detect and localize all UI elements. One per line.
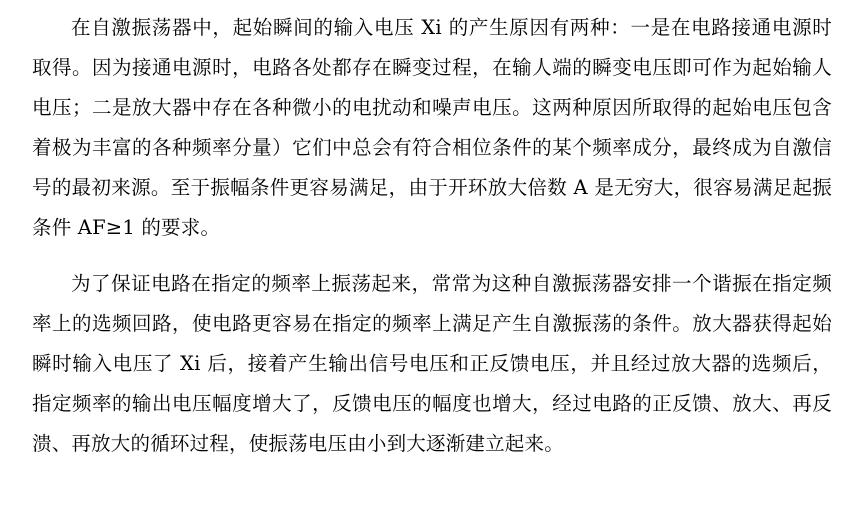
paragraph-1: 在自激振荡器中，起始瞬间的输入电压 Xi 的产生原因有两种：一是在电路接通电源时取得。因为接通电源时，电路各处都存在瞬变过程，在输人端的瞬变电压即可作为起始输人电压；二是放大器中存在各种微小的电扰动和噪声电压。这两种原因所取得的起始电压包含着极为丰富的各种频率分量）它们中总会有符合相位条件的某个频率成分，最终成为自激信号的最初来源。至于振幅条件更容易满足，由于开环放大倍数 A 是无穷大，很容易满足起振条件 AF≥1 的要求。 [32,16,832,239]
paragraph-2: 为了保证电路在指定的频率上振荡起来，常常为这种自激振荡器安排一个谐振在指定频率上的选频回路，使电路更容易在指定的频率上满足产生自激振荡的条件。放大器获得起始瞬时输入电压了 Xi 后，接着产生输出信号电压和正反馈电压，并且经过放大器的选频后，指定频率的输出电压幅度增大了，反馈电压的幅度也增大，经过电路的正反馈、放大、再反溃、再放大的循环过程，使振荡电压由小到大逐渐建立起来。 [32,272,832,455]
